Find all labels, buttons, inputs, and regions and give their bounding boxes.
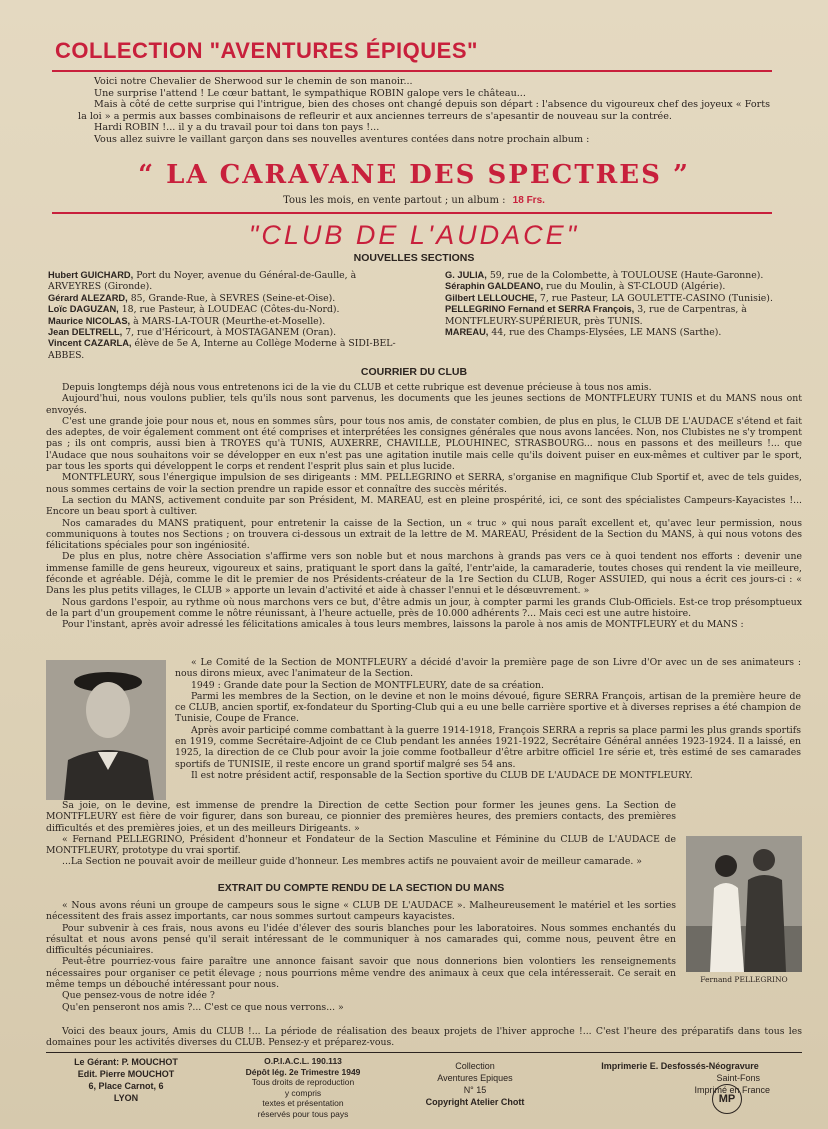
club-title: "CLUB DE L'AUDACE"	[248, 220, 580, 250]
courrier-text	[46, 382, 802, 631]
member-address: 7, rue d'Héricourt, à MOSTAGANEM (Oran).	[125, 327, 337, 339]
member-address: 44, rue des Champs-Elysées, LE MANS (Sarthe).	[491, 327, 722, 339]
album-title: “ LA CARAVANE DES SPECTRES ”	[138, 160, 690, 190]
courrier-paragraph: Nos camarades du MANS pratiquent, pour entretenir la caisse de la Section, un « truc » qui nous paraît excellent et, qu'avec leur permission, nous communiquons à toutes nos Sections ; on trouvera ci-dessous un extrait de la lettre de M. MAREAU, Président de la Section du MANS, à qui nous votons des félicitations spéciales pour son ingéniosité.	[46, 517, 802, 552]
members-left	[48, 270, 398, 361]
member-address: Port du Noyer, avenue du Général-de-Gaulle, à ARVEYRES (Gironde).	[48, 270, 357, 293]
intro-line: Vous allez suivre le vaillant garçon dans ses nouvelles aventures contées dans notre prochain album :	[94, 133, 590, 145]
availability-text: Tous les mois, en vente partout ; un album :	[283, 195, 506, 206]
mans-heading: EXTRAIT DU COMPTE RENDU DE LA SECTION DU MANS	[217, 882, 505, 894]
member-entry	[48, 304, 398, 315]
footer-line: textes et présentation	[262, 1098, 344, 1108]
collection-title: COLLECTION "AVENTURES ÉPIQUES"	[55, 38, 478, 63]
courrier-paragraph: Depuis longtemps déjà nous vous entretenons ici de la vie du CLUB et cette rubrique est devenue précieuse à tous nos amis.	[62, 382, 652, 393]
mans-paragraph: Pour subvenir à ces frais, nous avons eu l'idée d'élever des souris blanches pour les laboratoires. Nous sommes enchantés du résultat et nous avons pensé qu'il serait intéressant de le communiquer à nos camarades qui, comme nous, peuvent être en difficultés pécuniaires.	[46, 922, 676, 957]
footer-line: Imprimerie E. Desfossés-Néogravure	[601, 1061, 759, 1071]
closing-paragraph: Voici des beaux jours, Amis du CLUB !... La période de réalisation des beaux projets de l'hiver approche !... C'est l'heure des préparatifs dans tous les domaines pour les activités diverses du CLUB. Pensez-y et préparez-vous.	[46, 1026, 802, 1049]
mans-paragraph: Peut-être pourriez-vous faire paraître une annonce faisant savoir que nous donnerions bien volontiers les renseignements nécessaires pour organiser ce petit élevage ; nous pourrions même vendre des animaux à ceux que cela intéresserait. Ce serait en même temps un débouché intéressant pour nous.	[46, 956, 676, 991]
members-right	[445, 270, 805, 338]
member-name: Gilbert LELLOUCHE,	[445, 292, 537, 303]
photo-caption: Fernand PELLEGRINO	[700, 975, 788, 984]
montfleury-paragraph: Après avoir participé comme combattant à la guerre 1914-1918, François SERRA a repris sa place parmi les plus grands sportifs en 1919, comme Secrétaire-Adjoint de ce Club pendant les années 1921-1922, Secrétaire Général années 1923-1924. Il a laissé, en 1925, la direction de ce Club pour avoir la joie comme footballeur d'être arbitre officiel 1re série et, très estimé de ses camarades sportifs de TUNISIE, il reste encore un grand sportif malgré ses 54 ans.	[175, 724, 801, 770]
montfleury-text	[175, 657, 801, 781]
footer-legal	[218, 1056, 388, 1119]
couple-figure	[686, 836, 802, 972]
member-address: à MARS-LA-TOUR (Meurthe-et-Moselle).	[133, 315, 326, 327]
member-name: Maurice NICOLAS,	[48, 315, 131, 326]
courrier-paragraph: Pour l'instant, après avoir adressé les félicitations amicales à tous leurs membres, laissons la parole à nos amis de MONTFLEURY et du MANS :	[62, 619, 744, 631]
member-address: élève de 5e A, Interne au Collège Moderne à SIDI-BEL-ABBES.	[48, 338, 396, 361]
footer-rule	[46, 1052, 802, 1053]
footer-line: Dépôt lég. 2e Trimestre 1949	[245, 1066, 361, 1077]
mans-paragraph: « Nous avons réuni un groupe de campeurs sous le signe « CLUB DE L'AUDACE ». Malheureusement le matériel et les sorties nécessitent des frais assez importants, car nous sommes surtout campeurs kayacistes.	[46, 900, 676, 923]
member-entry	[445, 270, 805, 281]
availability-line	[0, 195, 828, 206]
intro-line: Voici notre Chevalier de Sherwood sur le chemin de son manoir...	[94, 76, 413, 87]
footer-printer	[580, 1060, 780, 1096]
footer-line: LYON	[113, 1093, 139, 1103]
footer-line: Le Gérant: P. MOUCHOT	[74, 1057, 178, 1067]
courrier-paragraph: De plus en plus, notre chère Association s'affirme vers son noble but et nous marchons à grands pas vers ce à quoi tendent nos efforts : devenir une immense famille de gens heureux, vigoureux et sains, pratiquant le sport dans la gaîté, l'entr'aide, la camaraderie, toutes choses qui rendent la vie meilleure, féconde et agréable. Déjà, comme le dit le premier de nos Présidents-créateur de la 1re Section du CLUB, Roger ASSUIED, qui nous a écrit ces jours-ci : « Dans les plus petits villages, le CLUB » apporte un levain d'activité et aide à chasser l'ennui et le désœuvrement. »	[46, 551, 802, 597]
courrier-paragraph: Nous gardons l'espoir, au rythme où nous marchons vers ce but, d'être admis un jour, à compter parmi les grands Club-Officiels. Est-ce trop présomptueux de la part d'un groupement comme le nôtre réunissant, à l'heure actuelle, près de 10.000 adhérents ?... Mais ceci est une autre histoire.	[46, 596, 802, 619]
montfleury-paragraph: 1949 : Grande date pour la Section de MONTFLEURY, date de sa création.	[191, 679, 544, 691]
montfleury-paragraph: ...La Section ne pouvait avoir de meilleur guide d'honneur. Les membres actifs ne pouvaient avoir de meilleur camarade. »	[62, 856, 642, 868]
mans-text	[46, 900, 676, 1013]
footer-line: 6, Place Carnot, 6	[88, 1081, 164, 1091]
footer-line: réservés pour tous pays	[257, 1108, 349, 1119]
courrier-paragraph: Aujourd'hui, nous voulons publier, tels qu'ils nous sont parvenus, les documents que les jeunes sections de MONTFLEURY TUNIS et du MANS nous ont envoyés.	[46, 393, 802, 416]
member-entry	[445, 327, 805, 338]
intro-line: Une surprise l'attend ! Le cœur battant, le sympathique ROBIN galope vers le château...	[94, 87, 526, 99]
courrier-paragraph: C'est une grande joie pour nous et, nous en sommes sûrs, pour tous nos amis, de constater combien, de plus en plus, le CLUB DE L'AUDACE s'étend et fait des adeptes, de voir également comment ont été comprises et interprétées les consignes générales que nous avons lancées. Non, nos Clubistes ne s'y trompent pas ; ils ont compris, aussi bien à TROYES qu'à TUNIS, AUXERRE, CHAVILLE, PLOUHINEC, STRASBOURG... nous en passons et des meilleurs !... que l'Audace que nous souhaitons voir se développer en eux n'est pas une agitation inutile mais celle qu'ils doivent puiser en eux-mêmes et cultiver par le sport, par tous les sports qui développent le corps et rendent l'esprit plus sain et plus lucide.	[46, 415, 802, 473]
title-rule	[52, 70, 772, 72]
footer-line: Saint-Fons	[716, 1073, 760, 1083]
mp-logo	[712, 1084, 742, 1114]
member-name: PELLEGRINO Fernand et SERRA François,	[445, 304, 635, 315]
montfleury-paragraph: « Le Comité de la Section de MONTFLEURY a décidé d'avoir la première page de son Livre d'Or avec un de ses animateurs : nous dirons mieux, avec l'animateur de la Section.	[175, 657, 801, 680]
footer-line: Copyright Atelier Chott	[425, 1097, 525, 1107]
pellegrino-photo	[686, 836, 802, 972]
montfleury-paragraph: Parmi les membres de la Section, on le devine et non le moins dévoué, figure SERRA François, artisan de la première heure de ce CLUB, ancien sportif, ex-fondateur du Sporting-Club qui a eu une belle carrière sportive et à diverses reprises a été champion de Tunisie, Coupe de France.	[175, 690, 801, 725]
member-address: 59, rue de la Colombette, à TOULOUSE (Haute-Garonne).	[489, 270, 764, 281]
montfleury-paragraph: Sa joie, on le devine, est immense de prendre la Direction de cette Section pour former les jeunes gens. La Section de MONTFLEURY est fière de voir figurer, dans son bureau, ce pionnier des premières heures, des premiers contacts, des premières difficultés et des premières joies, et un des meilleurs Dirigeants. »	[46, 800, 676, 834]
member-name: Loïc DAGUZAN,	[48, 304, 119, 315]
footer-line: O.P.I.A.C.L. 190.113	[264, 1056, 342, 1066]
member-address: rue du Moulin, à ST-CLOUD (Algérie).	[546, 281, 726, 293]
footer-line: N° 15	[463, 1085, 487, 1095]
montfleury-paragraph: « Fernand PELLEGRINO, Président d'honneur et Fondateur de la Section Masculine et Féminine du CLUB de L'AUDACE de MONTFLEURY, prototype du vrai sportif.	[46, 833, 676, 857]
member-name: G. JULIA,	[445, 270, 487, 280]
member-name: Hubert GUICHARD,	[48, 270, 134, 280]
courrier-paragraph: La section du MANS, activement conduite par son Président, M. MAREAU, est en pleine prospérité, ici, ce sont des spécialistes Campeurs-Kayacistes !... Encore un beau sport à cultiver.	[46, 494, 802, 518]
courrier-heading: COURRIER DU CLUB	[360, 366, 468, 378]
footer-line: Aventures Epiques	[437, 1073, 513, 1083]
serra-portrait	[46, 660, 166, 800]
member-name: MAREAU,	[445, 327, 489, 338]
footer-line: Tous droits de reproduction	[251, 1077, 355, 1087]
intro-line: Mais à côté de cette surprise qui l'intrigue, bien des choses ont changé depuis son départ : l'absence du vigoureux chef des joyeux « Forts la loi » a permis aux basses combinaisons de refleurir et aux anciennes terreurs de s'apesantir de nouveau sur la contrée.	[78, 99, 770, 122]
member-name: Gérard ALEZARD,	[48, 292, 128, 303]
member-entry	[445, 281, 805, 292]
footer-line: Imprimé en France	[694, 1085, 770, 1095]
montfleury-text-lower	[46, 800, 676, 868]
mans-paragraph: Que pensez-vous de notre idée ?	[62, 990, 215, 1002]
montfleury-paragraph: Il est notre président actif, responsable de la Section sportive du CLUB DE L'AUDACE DE MONTFLEURY.	[191, 769, 693, 781]
intro-line: Hardi ROBIN !... il y a du travail pour toi dans ton pays !...	[94, 122, 380, 134]
footer-collection	[400, 1060, 550, 1108]
member-entry	[48, 338, 398, 361]
mans-paragraph: Qu'en penseront nos amis ?... C'est ce que nous verrons... »	[62, 1001, 344, 1013]
courrier-paragraph: MONTFLEURY, sous l'énergique impulsion de ses dirigeants : MM. PELLEGRINO et SERRA, s'organise en magnifique Club Sportif et, avec de tels guides, nous sommes certains de voir la section prendre un rapide essor et connaître des succès mérités.	[46, 472, 802, 495]
member-address: 85, Grande-Rue, à SEVRES (Seine-et-Oise).	[130, 292, 336, 304]
member-entry	[48, 327, 398, 338]
footer-line: Edit. Pierre MOUCHOT	[77, 1069, 175, 1079]
portrait-figure	[46, 660, 166, 800]
member-entry	[48, 270, 398, 293]
member-entry	[48, 293, 398, 304]
footer-line: Collection	[455, 1061, 495, 1071]
intro-text	[78, 76, 770, 146]
member-address: 7, rue Pasteur, LA GOULETTE-CASINO (Tunisie).	[539, 292, 773, 304]
member-address: 18, rue Pasteur, à LOUDEAC (Côtes-du-Nord).	[121, 304, 340, 316]
closing-text	[46, 1026, 802, 1049]
member-name: Séraphin GALDEANO,	[445, 281, 544, 292]
header-rule	[52, 212, 772, 214]
logo-text: MP	[718, 1093, 736, 1105]
member-entry	[445, 293, 805, 304]
footer-line: y compris	[284, 1087, 322, 1098]
footer-publisher	[46, 1056, 206, 1104]
sections-heading: NOUVELLES SECTIONS	[353, 252, 475, 264]
member-name: Jean DELTRELL,	[48, 327, 123, 338]
member-entry	[445, 304, 805, 327]
member-entry	[48, 316, 398, 327]
price: 18 Frs.	[512, 195, 545, 206]
member-name: Vincent CAZARLA,	[48, 338, 132, 349]
member-address: 3, rue de Carpentras, à MONTFLEURY-SUPÉRIEUR, près TUNIS.	[445, 304, 747, 327]
